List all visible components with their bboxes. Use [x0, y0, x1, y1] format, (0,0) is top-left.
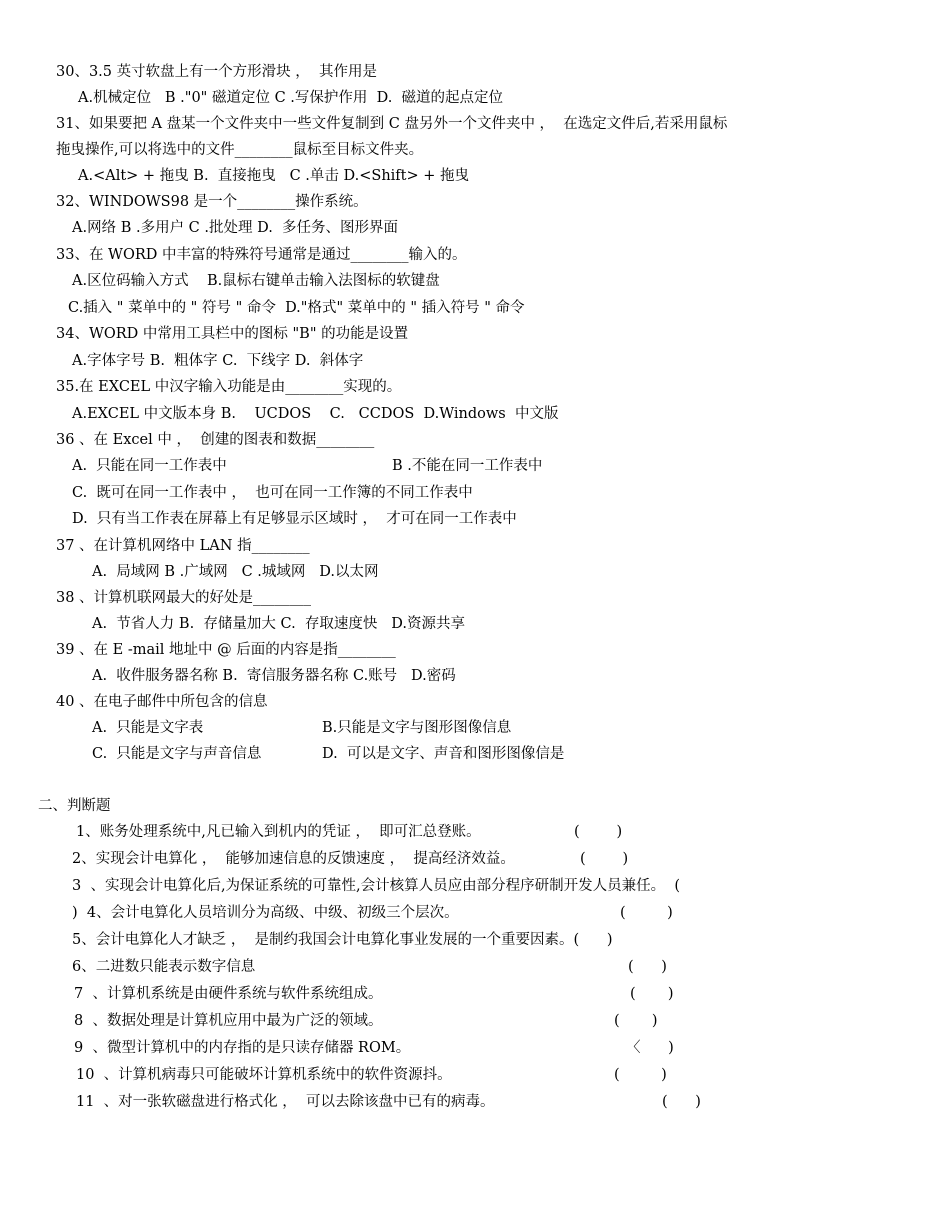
judgment-11-answer-blank: ( ): [662, 1094, 701, 1110]
judgment-4-answer-blank: ( ): [620, 905, 673, 921]
question-32: 32、WINDOWS98 是一个________操作系统。: [56, 194, 368, 210]
judgment-7-answer-blank: ( ): [630, 986, 674, 1002]
question-31-continued: 拖曳操作,可以将选中的文件________鼠标至目标文件夹。: [56, 142, 424, 158]
question-33: 33、在 WORD 中丰富的特殊符号通常是通过________输入的。: [56, 247, 467, 263]
question-35: 35.在 EXCEL 中汉字输入功能是由________实现的。: [56, 379, 402, 395]
judgment-6: 6、二进数只能表示数字信息: [72, 959, 256, 975]
judgment-2-answer-blank: ( ): [580, 851, 629, 867]
question-40-option-c: C. 只能是文字与声音信息: [92, 746, 262, 762]
judgment-1-answer-blank: ( ): [574, 824, 623, 840]
judgment-10-answer-blank: ( ): [614, 1067, 667, 1083]
judgment-7: 7 、计算机系统是由硬件系统与软件系统组成。: [74, 986, 383, 1002]
question-36-option-d: D. 只有当工作表在屏幕上有足够显示区域时 ， 才可在同一工作表中: [72, 511, 517, 527]
judgment-5: 5、会计电算化人才缺乏 ， 是制约我国会计电算化事业发展的一个重要因素。( ): [72, 932, 613, 948]
judgment-9: 9 、微型计算机中的内存指的是只读存储器 ROM。: [74, 1040, 411, 1056]
question-31-options: A.<Alt> + 拖曳 B. 直接拖曳 C .单击 D.<Shift> + 拖曳: [78, 168, 470, 184]
judgment-10: 10 、计算机病毒只可能破坏计算机系统中的软件资源抖。: [76, 1067, 452, 1083]
question-33-options-cd: C.插入 " 菜单中的 " 符号 " 命令 D."格式" 菜单中的 " 插入符号 " 命令: [68, 300, 525, 316]
question-36: 36 、在 Excel 中 ， 创建的图表和数据________: [56, 432, 375, 448]
judgment-1: 1、账务处理系统中,凡已输入到机内的凭证 ， 即可汇总登账。: [76, 824, 481, 840]
judgment-9-answer-blank: 〈 ): [626, 1040, 674, 1056]
question-30-options: A.机械定位 B ."0" 磁道定位 C .写保护作用 D. 磁道的起点定位: [78, 90, 504, 106]
judgment-8-answer-blank: ( ): [614, 1013, 658, 1029]
question-33-options-ab: A.区位码输入方式 B.鼠标右键单击输入法图标的软键盘: [72, 273, 440, 289]
question-40-option-b: B.只能是文字与图形图像信息: [322, 720, 512, 736]
question-34: 34、WORD 中常用工具栏中的图标 "B" 的功能是设置: [56, 326, 409, 342]
question-38-options: A. 节省人力 B. 存储量加大 C. 存取速度快 D.资源共享: [92, 616, 465, 632]
question-31: 31、如果要把 A 盘某一个文件夹中一些文件复制到 C 盘另外一个文件夹中 ， 在选定文件后,若采用鼠标: [56, 116, 728, 132]
question-32-options: A.网络 B .多用户 C .批处理 D. 多任务、图形界面: [72, 220, 399, 236]
judgment-2: 2、实现会计电算化 ， 能够加速信息的反馈速度 ， 提高经济效益。: [72, 851, 515, 867]
question-39-options: A. 收件服务器名称 B. 寄信服务器名称 C.账号 D.密码: [92, 668, 456, 684]
question-36-option-a: A. 只能在同一工作表中: [72, 458, 227, 474]
question-40-option-a: A. 只能是文字表: [92, 720, 204, 736]
judgment-3: 3 、实现会计电算化后,为保证系统的可靠性,会计核算人员应由部分程序研制开发人员兼任。 (: [72, 878, 681, 894]
question-37-options: A. 局域网 B .广域网 C .城域网 D.以太网: [92, 564, 379, 580]
question-34-options: A.字体字号 B. 粗体字 C. 下线字 D. 斜体字: [72, 353, 364, 369]
question-36-option-b: B .不能在同一工作表中: [392, 458, 543, 474]
question-40-option-d: D. 可以是文字、声音和图形图像信是: [322, 746, 565, 762]
question-36-option-c: C. 既可在同一工作表中 ， 也可在同一工作簿的不同工作表中: [72, 485, 473, 501]
question-35-options: A.EXCEL 中文版本身 B. UCDOS C. CCDOS D.Windows 中文版: [72, 406, 559, 422]
question-38: 38 、计算机联网最大的好处是________: [56, 590, 312, 606]
section-heading-true-false: 二、判断题: [38, 798, 111, 814]
question-37: 37 、在计算机网络中 LAN 指________: [56, 538, 310, 554]
question-30: 30、3.5 英寸软盘上有一个方形滑块 ， 其作用是: [56, 64, 377, 80]
judgment-6-answer-blank: ( ): [628, 959, 667, 975]
judgment-4: ) 4、会计电算化人员培训分为高级、中级、初级三个层次。: [72, 905, 459, 921]
question-39: 39 、在 E -mail 地址中 @ 后面的内容是指________: [56, 642, 396, 658]
question-40: 40 、在电子邮件中所包含的信息: [56, 694, 268, 710]
judgment-11: 11 、对一张软磁盘进行格式化 ， 可以去除该盘中已有的病毒。: [76, 1094, 495, 1110]
judgment-8: 8 、数据处理是计算机应用中最为广泛的领域。: [74, 1013, 383, 1029]
